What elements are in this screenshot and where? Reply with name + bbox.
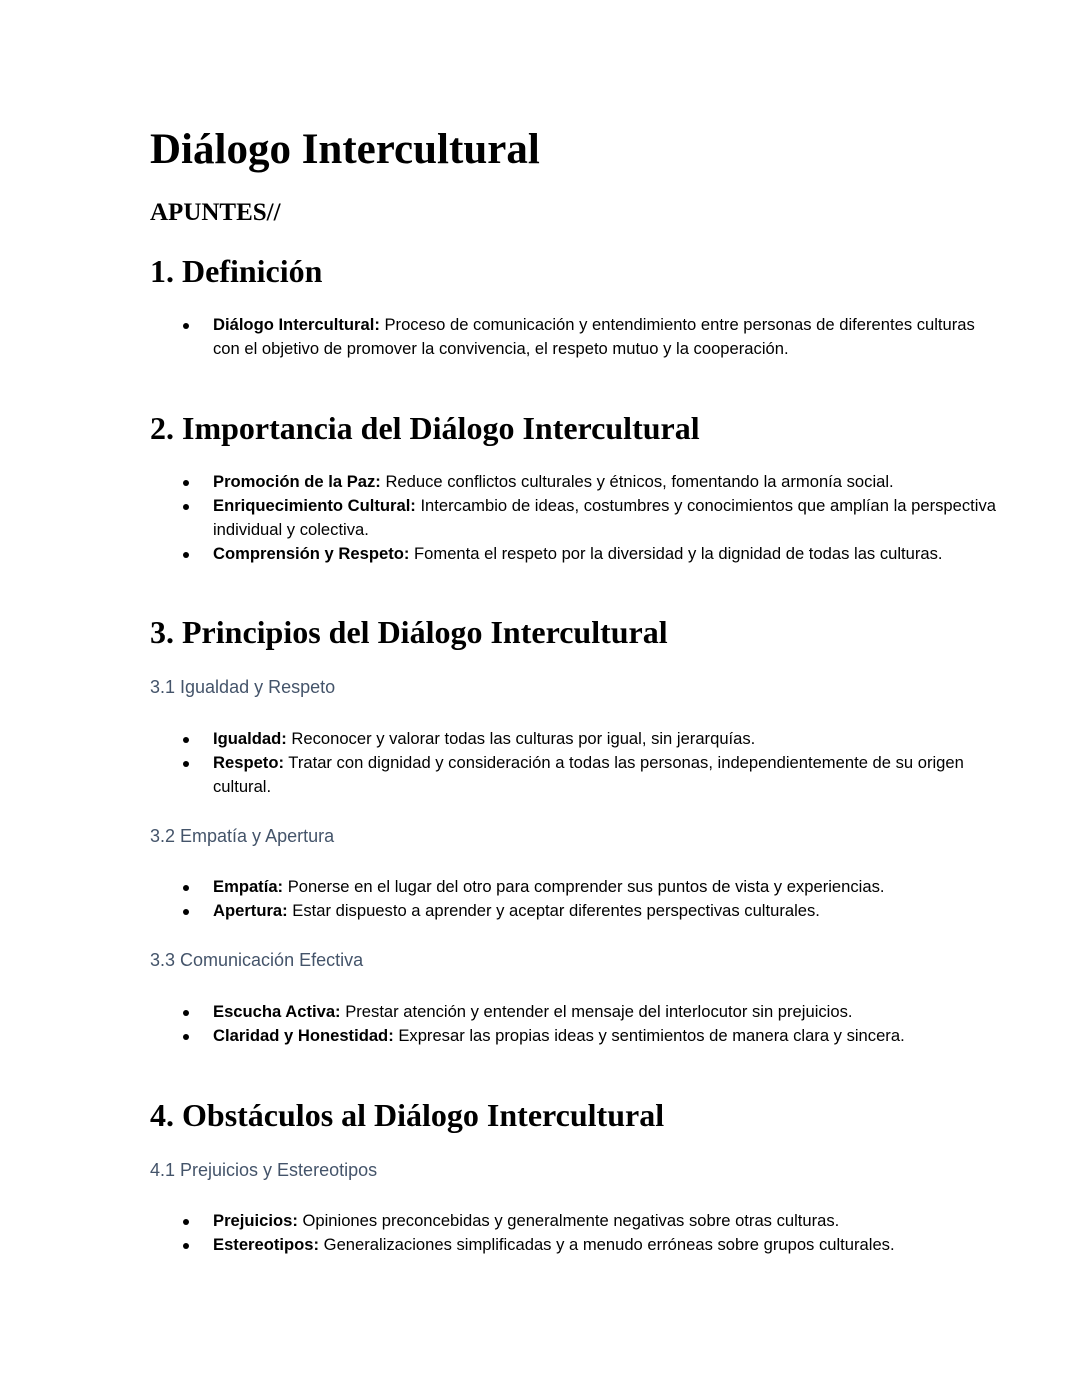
bullet-list	[150, 727, 1003, 799]
list-item	[213, 875, 1003, 899]
term: Apertura:	[213, 901, 288, 920]
list-item	[213, 727, 1003, 751]
bullet-list	[150, 313, 1003, 361]
term: Enriquecimiento Cultural:	[213, 496, 416, 515]
bullet-list	[150, 875, 1003, 923]
definition: Tratar con dignidad y consideración a todas las personas, independientemente de su origen cultural.	[213, 753, 964, 796]
definition: Ponerse en el lugar del otro para comprender sus puntos de vista y experiencias.	[283, 877, 885, 896]
term: Claridad y Honestidad:	[213, 1026, 394, 1045]
page-title: Diálogo Intercultural	[150, 126, 540, 173]
term: Igualdad:	[213, 729, 287, 748]
section-heading: 4. Obstáculos al Diálogo Intercultural	[150, 1097, 665, 1133]
definition: Reconocer y valorar todas las culturas por igual, sin jerarquías.	[286, 729, 756, 748]
term: Respeto:	[213, 753, 284, 772]
list-item	[213, 1209, 1003, 1233]
section-heading: 3. Principios del Diálogo Intercultural	[150, 614, 668, 650]
list-item	[213, 542, 1003, 566]
definition: Proceso de comunicación y entendimiento entre personas de diferentes culturas con el objetivo de promover la convivencia, el respeto mutuo y la cooperación.	[213, 315, 975, 358]
subsection-heading: 4.1 Prejuicios y Estereotipos	[150, 1160, 378, 1180]
term: Diálogo Intercultural:	[213, 315, 380, 334]
subsection-heading: 3.3 Comunicación Efectiva	[150, 950, 364, 970]
definition: Estar dispuesto a aprender y aceptar diferentes perspectivas culturales.	[287, 901, 820, 920]
bullet-list	[150, 1000, 1003, 1048]
definition: Opiniones preconcebidas y generalmente negativas sobre otras culturas.	[297, 1211, 840, 1230]
term: Promoción de la Paz:	[213, 472, 381, 491]
subsection-heading: 3.2 Empatía y Apertura	[150, 826, 335, 846]
list-item	[213, 751, 1003, 799]
definition: Expresar las propias ideas y sentimientos de manera clara y sincera.	[393, 1026, 905, 1045]
term: Escucha Activa:	[213, 1002, 341, 1021]
list-item	[213, 313, 1003, 361]
list-item	[213, 494, 1003, 542]
list-item	[213, 899, 1003, 923]
list-item	[213, 470, 1003, 494]
term: Empatía:	[213, 877, 284, 896]
definition: Reduce conflictos culturales y étnicos, fomentando la armonía social.	[380, 472, 894, 491]
list-item	[213, 1000, 1003, 1024]
page-subtitle: APUNTES//	[150, 199, 281, 226]
definition: Prestar atención y entender el mensaje del interlocutor sin prejuicios.	[340, 1002, 853, 1021]
definition: Generalizaciones simplificadas y a menudo erróneas sobre grupos culturales.	[319, 1235, 895, 1254]
section-heading: 2. Importancia del Diálogo Intercultural	[150, 410, 700, 446]
definition: Fomenta el respeto por la diversidad y la dignidad de todas las culturas.	[409, 544, 943, 563]
definition: Intercambio de ideas, costumbres y conocimientos que amplían la perspectiva individual y colectiva.	[213, 496, 996, 539]
bullet-list	[150, 1209, 1003, 1257]
term: Comprensión y Respeto:	[213, 544, 410, 563]
section-heading: 1. Definición	[150, 253, 323, 289]
list-item	[213, 1233, 1003, 1257]
term: Prejuicios:	[213, 1211, 298, 1230]
term: Estereotipos:	[213, 1235, 320, 1254]
list-item	[213, 1024, 1003, 1048]
subsection-heading: 3.1 Igualdad y Respeto	[150, 677, 336, 697]
bullet-list	[150, 470, 1003, 566]
